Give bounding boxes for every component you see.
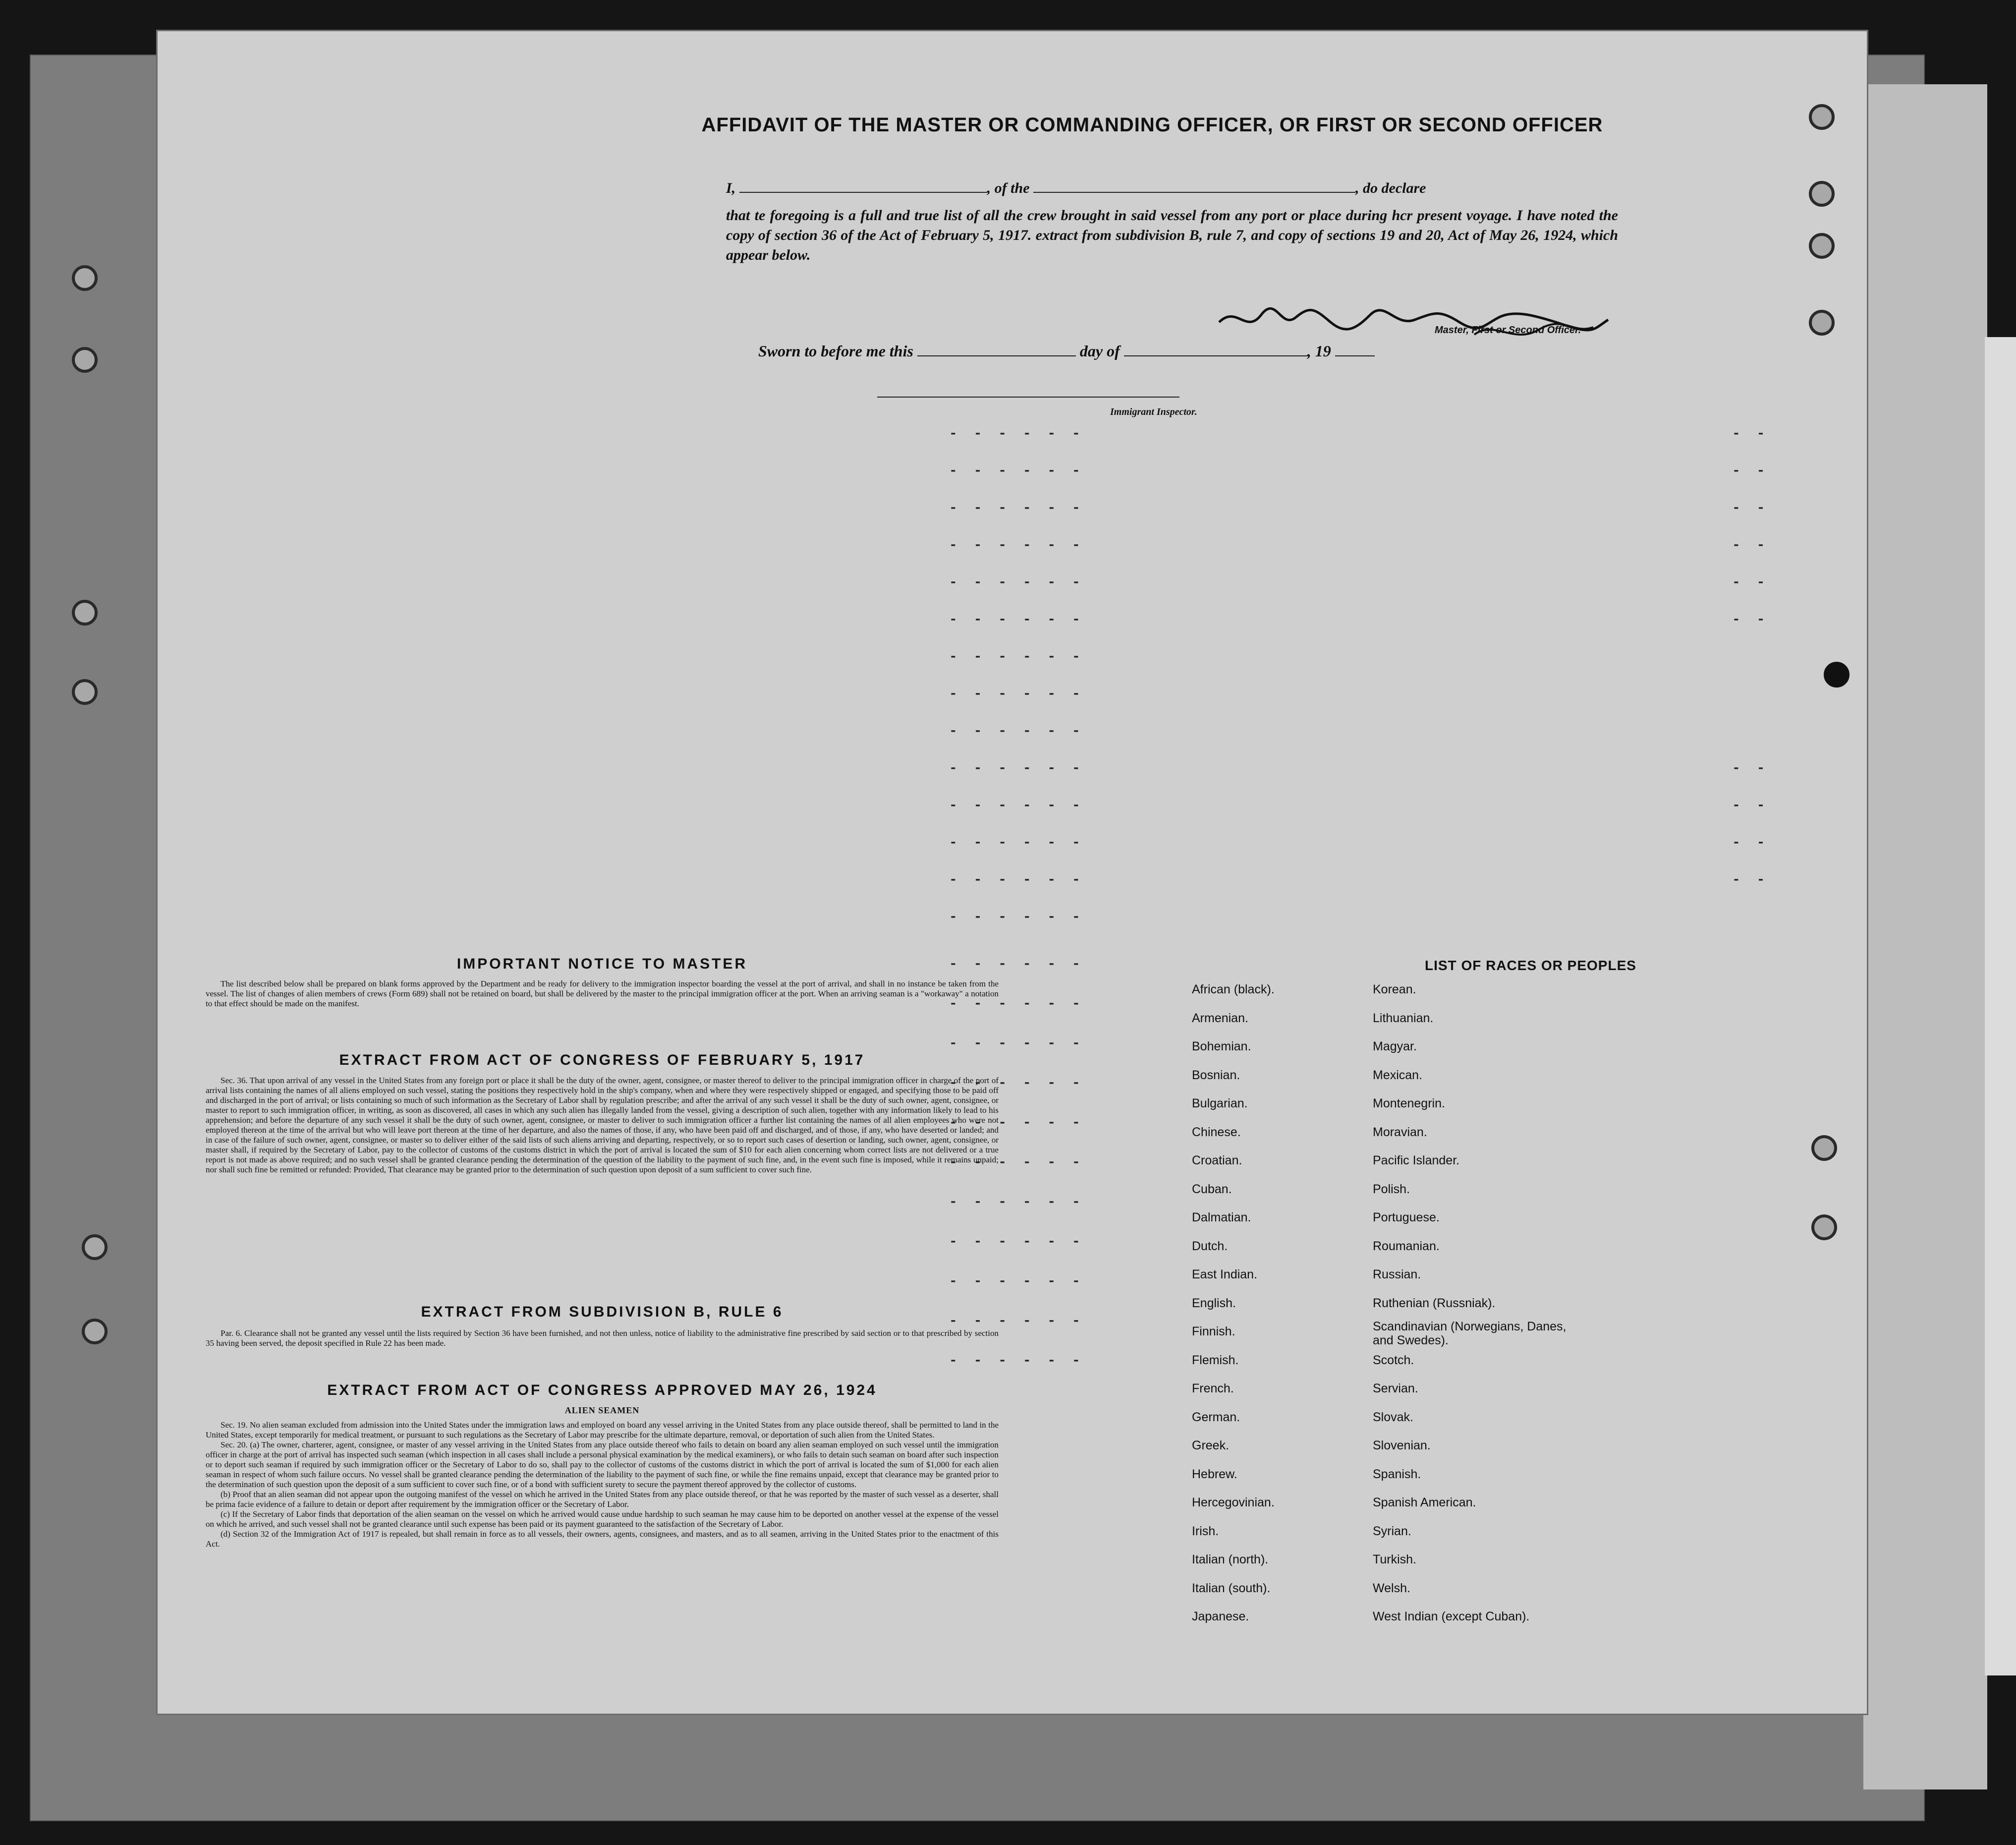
races-title: LIST OF RACES OR PEOPLES xyxy=(1425,958,1636,973)
binder-hole xyxy=(1809,181,1835,207)
race-item: Greek. xyxy=(1192,1439,1230,1452)
affidavit-i-label: I, xyxy=(726,180,736,196)
sec-20b-paragraph: (b) Proof that an alien seaman did not appear upon the outgoing manifest of the vessel on which he arrived in the United States from any place outside thereof, or that he was reported by the master of such vessel as a deserter, shall be prima facie evidence of a failure to detain or deport after requirement by the immigration officer or the Secretary of Labor. xyxy=(206,1490,999,1509)
race-item: West Indian (except Cuban). xyxy=(1373,1610,1530,1623)
ditto-marks: - - - - - - xyxy=(949,1353,1084,1369)
ditto-marks: - - - - - - xyxy=(949,538,1084,553)
ditto-marks: - - xyxy=(1732,575,1769,590)
race-item: Bohemian. xyxy=(1192,1039,1251,1053)
race-item: Finnish. xyxy=(1192,1325,1235,1338)
race-item: Turkish. xyxy=(1373,1553,1416,1566)
extract-1917-paragraph: Sec. 36. That upon arrival of any vessel in the United States from any foreign port or place it shall be the duty of the owner, agent, consignee, or master thereof to deliver to the principal immigration officer in charge of the port of arrival lists containing the names of all aliens employed on such vessel, stating the positions they respectively hold in the ship's company, when and where they were respectively shipped or engaged, and specifying those to be paid off and discharged in the port of arrival; or lists containing so much of such information as the Secretary of Labor shall by regulation prescribe; and after the arrival of any such vessel it shall be the duty of such owner, agent, consignee, or master to report to such immigration officer, in writing, as soon as discovered, all cases in which any such alien has illegally landed from the vessel, giving a description of such alien, together with any information likely to lead to his apprehension; and before the departure of any such vessel it shall be the duty of such owner, agent, consignee, or master to deliver to such immigration officer a further list containing the names of all alien employees who were not employed thereon at the time of the arrival but who will leave port thereon at the time of her departure, and also the names of those, if any, who have been paid off and discharged, and of those, if any, who have deserted or landed; and in case of the failure of such owner, agent, consignee, or master so to deliver either of the said lists of such aliens arriving and departing, respectively, or so to report such cases of desertion or landing, such owner, agent, consignee, or master shall, if required by the Secretary of Labor, pay to the collector of customs of the customs district in which the port of arrival is located the sum of $10 for each alien concerning whom correct lists are not delivered or a true report is not made as above required; and no such vessel shall be granted clearance pending the determination of the question of the liability to the payment of such fine, and, in the event such fine is imposed, while it remains unpaid; nor shall such fine be remitted or refunded: Provided, That clearance may be granted prior to the determination of such question upon deposit of a sum sufficient to cover such fine. xyxy=(206,1076,999,1174)
race-item: English. xyxy=(1192,1296,1236,1310)
race-item: Portuguese. xyxy=(1373,1211,1440,1224)
race-item: Scandinavian (Norwegians, Danes, and Swedes). xyxy=(1373,1320,1567,1347)
race-item: Croatian. xyxy=(1192,1153,1242,1167)
sec-20c-paragraph: (c) If the Secretary of Labor finds that deportation of the alien seaman on the vessel on which he arrived would cause undue hardship to such seaman he may cause him to be deported on another vessel at the expense of the vessel on which he arrived, and such vessel shall not be granted clearance until such expense has been paid or its payment guaranteed to the satisfaction of the Secretary of Labor. xyxy=(206,1509,999,1529)
sworn-year-blank[interactable] xyxy=(1335,343,1375,356)
ditto-marks: - - xyxy=(1732,538,1769,553)
race-item: Servian. xyxy=(1373,1382,1418,1395)
sec-20d-paragraph: (d) Section 32 of the Immigration Act of 1917 is repealed, but shall remain in force as to all vessels, their owners, agents, consignees, and masters, and as to all seamen, arriving in the United States prior to the enactment of this Act. xyxy=(206,1529,999,1549)
sworn-year-label: , 19 xyxy=(1307,342,1331,360)
ditto-marks: - - - - - - xyxy=(949,1234,1084,1250)
ditto-marks: - - - - - - xyxy=(949,575,1084,590)
binder-hole xyxy=(72,347,98,373)
race-item: Spanish American. xyxy=(1373,1496,1476,1509)
race-item: Lithuanian. xyxy=(1373,1011,1434,1025)
inspector-caption: Immigrant Inspector. xyxy=(1110,406,1197,417)
inspector-signature-line[interactable] xyxy=(877,397,1179,398)
sworn-month-blank[interactable] xyxy=(1124,343,1307,356)
race-item: Armenian. xyxy=(1192,1011,1248,1025)
binder-hole xyxy=(1809,233,1835,259)
ditto-marks: - - - - - - xyxy=(949,1115,1084,1131)
ditto-marks: - - - - - - xyxy=(949,612,1084,628)
ditto-marks: - - - - - - xyxy=(949,1274,1084,1289)
extract-1917-title: EXTRACT FROM ACT OF CONGRESS OF FEBRUARY 5, 1917 xyxy=(339,1052,865,1068)
ditto-marks: - - - - - - xyxy=(949,1195,1084,1210)
race-item: Spanish. xyxy=(1373,1467,1421,1481)
race-item: Ruthenian (Russniak). xyxy=(1373,1296,1496,1310)
ditto-marks: - - - - - - xyxy=(949,957,1084,972)
vessel-blank[interactable] xyxy=(1033,179,1355,193)
ditto-marks: - - - - - - xyxy=(949,910,1084,925)
ditto-marks: - - - - - - xyxy=(949,1155,1084,1170)
underlying-sheet xyxy=(1863,84,1987,1789)
race-item: Bosnian. xyxy=(1192,1068,1240,1082)
race-item: East Indian. xyxy=(1192,1268,1258,1281)
rule-6-title: EXTRACT FROM SUBDIVISION B, RULE 6 xyxy=(421,1304,784,1320)
sworn-line xyxy=(758,342,1375,360)
race-item: Bulgarian. xyxy=(1192,1096,1248,1110)
ditto-marks: - - - - - - xyxy=(949,835,1084,851)
notice-paragraph: The list described below shall be prepared on blank forms approved by the Department and be ready for delivery to the immigration inspector boarding the vessel at the port of arrival, and shall in no instance be taken from the vessel. The list of changes of alien members of crews (Form 689) shall not be retained on board, but shall be delivered by the master to the principal immigration officer at the port. When an arriving seaman is a "workaway" a notation to that effect should be made on the manifest. xyxy=(206,979,999,1008)
affidavit-declare-label: , do declare xyxy=(1355,180,1426,196)
extract-1917-text xyxy=(206,1076,999,1175)
ditto-marks: - - - - - - xyxy=(949,649,1084,665)
master-signature xyxy=(1217,300,1613,345)
race-item: German. xyxy=(1192,1410,1240,1424)
race-item: Irish. xyxy=(1192,1524,1219,1538)
binder-hole xyxy=(1824,662,1849,688)
race-item: Russian. xyxy=(1373,1268,1421,1281)
race-item: Italian (north). xyxy=(1192,1553,1269,1566)
ditto-marks: - - xyxy=(1732,798,1769,813)
race-item: Dalmatian. xyxy=(1192,1211,1251,1224)
race-item: Montenegrin. xyxy=(1373,1096,1445,1110)
sworn-label: Sworn to before me this xyxy=(758,342,913,360)
torn-edge xyxy=(1985,337,2016,1675)
race-item: Slovak. xyxy=(1373,1410,1413,1424)
binder-hole xyxy=(72,265,98,291)
extract-1924-text xyxy=(206,1420,999,1549)
ditto-marks: - - xyxy=(1732,501,1769,516)
rule-6-paragraph: Par. 6. Clearance shall not be granted any vessel until the lists required by Section 36 have been furnished, and not then unless, notice of liability to the administrative fine prescribed by said section or to that prescribed by section 35 having been served, the deposit specified in Rule 22 has been made. xyxy=(206,1328,999,1348)
alien-seamen-subtitle: ALIEN SEAMEN xyxy=(564,1405,640,1415)
ditto-marks: - - xyxy=(1732,872,1769,888)
ditto-marks: - - - - - - xyxy=(949,463,1084,479)
race-item: Korean. xyxy=(1373,982,1416,996)
race-item: African (black). xyxy=(1192,982,1275,996)
race-item: Cuban. xyxy=(1192,1182,1232,1196)
binder-hole xyxy=(72,600,98,626)
notice-text xyxy=(206,979,999,1009)
binder-hole xyxy=(1811,1214,1837,1240)
sworn-day-label: day of xyxy=(1079,342,1120,360)
notice-title: IMPORTANT NOTICE TO MASTER xyxy=(456,956,748,972)
race-item: Italian (south). xyxy=(1192,1581,1271,1595)
race-item: Dutch. xyxy=(1192,1239,1228,1253)
ditto-marks: - - - - - - xyxy=(949,996,1084,1012)
sec-19-paragraph: Sec. 19. No alien seaman excluded from admission into the United States under the immigration laws and employed on board any vessel arriving in the United States from any place outside thereof, shall be permitted to land in the United States, except temporarily for medical treatment, or pursuant to such regulations as the Secretary of Labor may prescribe for the ultimate departure, removal, or deportation of such alien from the United States. xyxy=(206,1420,999,1440)
race-item: Scotch. xyxy=(1373,1353,1414,1367)
affidavit-title: AFFIDAVIT OF THE MASTER OR COMMANDING OFFICER, OR FIRST OR SECOND OFFICER xyxy=(701,114,1603,136)
ditto-marks: - - - - - - xyxy=(949,1076,1084,1091)
binder-hole xyxy=(1809,104,1835,130)
race-item: Syrian. xyxy=(1373,1524,1411,1538)
ditto-marks: - - - - - - xyxy=(949,1314,1084,1329)
ditto-marks: - - xyxy=(1732,426,1769,442)
race-item: Welsh. xyxy=(1373,1581,1410,1595)
race-item: Mexican. xyxy=(1373,1068,1423,1082)
extract-1924-title: EXTRACT FROM ACT OF CONGRESS APPROVED MAY 26, 1924 xyxy=(327,1382,877,1398)
ditto-marks: - - xyxy=(1732,463,1769,479)
ditto-marks: - - - - - - xyxy=(949,687,1084,702)
sworn-day-blank[interactable] xyxy=(917,343,1076,356)
ditto-marks: - - - - - - xyxy=(949,798,1084,813)
binder-hole xyxy=(82,1234,108,1260)
race-item: Flemish. xyxy=(1192,1353,1239,1367)
signature-caption: Master, First or Second Officer. xyxy=(1435,325,1581,336)
race-item: Japanese. xyxy=(1192,1610,1249,1623)
binder-hole xyxy=(82,1319,108,1344)
affidavit-body: that te foregoing is a full and true list of all the crew brought in said vessel from any port or place during hcr present voyage. I have noted the copy of section 36 of the Act of February 5, 1917. extract from subdivision B, rule 7, and copy of sections 19 and 20, Act of May 26, 1924, which appear below. xyxy=(726,207,1618,263)
ditto-marks: - - - - - - xyxy=(949,501,1084,516)
race-item: Magyar. xyxy=(1373,1039,1417,1053)
ditto-marks: - - - - - - xyxy=(949,761,1084,776)
affidavit-of-label: , of the xyxy=(987,180,1030,196)
binder-hole xyxy=(1809,310,1835,336)
name-blank[interactable] xyxy=(739,179,987,193)
ditto-marks: - - - - - - xyxy=(949,724,1084,739)
document-page xyxy=(156,30,1868,1715)
race-item: Hercegovinian. xyxy=(1192,1496,1275,1509)
ditto-marks: - - - - - - xyxy=(949,426,1084,442)
sec-20a-paragraph: Sec. 20. (a) The owner, charterer, agent, consignee, or master of any vessel arriving in the United States from any place outside thereof who fails to detain on board any alien seaman employed on such vessel until the immigration officer in charge at the port of arrival has inspected such seaman (which inspection in all cases shall include a personal physical examination by the medical examiners), or who fails to detain such seaman on board after such inspection or to deport such seaman if required by such immigration officer or the Secretary of Labor to do so, shall pay to the collector of customs of the customs district in which the port of arrival is located the sum of $1,000 for each alien seaman in respect of whom such failure occurs. No vessel shall be granted clearance pending the determination of the liability to the payment of such fine, or while the fine remains unpaid, except that clearance may be granted prior to the determination of such question upon the deposit of a sum sufficient to cover such fine, or of a bond with sufficient surety to secure the payment thereof approved by the collector of customs. xyxy=(206,1440,999,1489)
affidavit-first-line xyxy=(726,178,1618,198)
race-item: Slovenian. xyxy=(1373,1439,1431,1452)
ditto-marks: - - - - - - xyxy=(949,1036,1084,1051)
ditto-marks: - - xyxy=(1732,835,1769,851)
race-item: French. xyxy=(1192,1382,1234,1395)
race-item: Polish. xyxy=(1373,1182,1410,1196)
race-item: Chinese. xyxy=(1192,1125,1241,1139)
binder-hole xyxy=(1811,1135,1837,1161)
ditto-marks: - - xyxy=(1732,612,1769,628)
ditto-marks: - - - - - - xyxy=(949,872,1084,888)
race-item: Hebrew. xyxy=(1192,1467,1237,1481)
binder-hole xyxy=(72,679,98,705)
race-item: Pacific Islander. xyxy=(1373,1153,1460,1167)
rule-6-text xyxy=(206,1328,999,1348)
ditto-marks: - - xyxy=(1732,761,1769,776)
race-item: Moravian. xyxy=(1373,1125,1427,1139)
race-item: Roumanian. xyxy=(1373,1239,1440,1253)
